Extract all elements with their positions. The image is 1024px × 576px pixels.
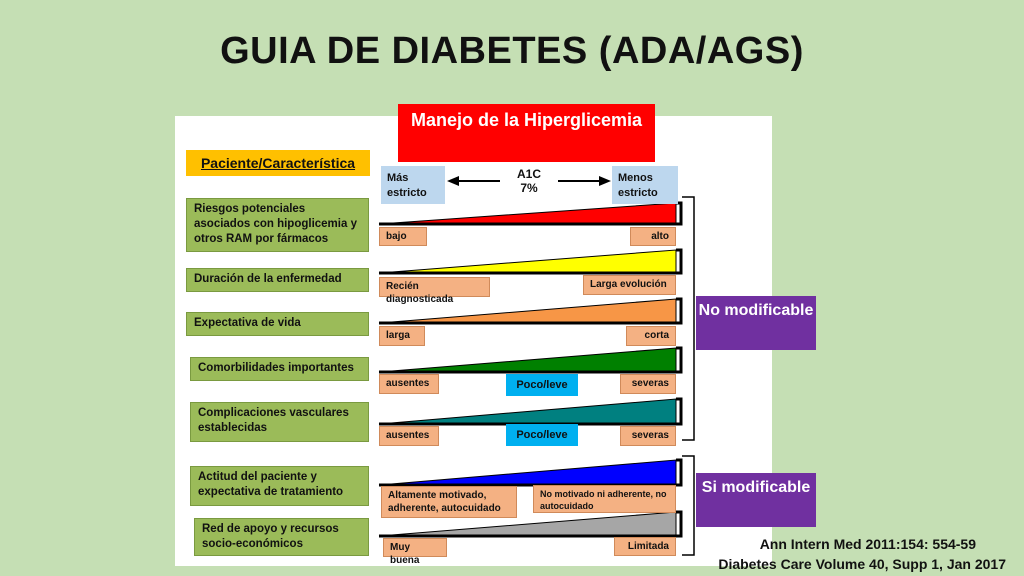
wedge-row-1 [379, 203, 681, 224]
wedge-row-2 [379, 250, 681, 273]
characteristic-row-5: Complicaciones vasculares establecidas [190, 402, 369, 442]
row-1-left-label: bajo [379, 227, 427, 246]
reference-1: Ann Intern Med 2011:154: 554-59 [759, 536, 976, 552]
row-4-middle-label: Poco/leve [506, 374, 578, 396]
row-4-left-label: ausentes [379, 374, 439, 394]
wedge-green [379, 348, 676, 372]
row-5-right-label: severas [620, 426, 676, 446]
row-3-left-label: larga [379, 326, 425, 346]
no-modificable-badge: No modificable [696, 296, 816, 350]
row-4-right-label: severas [620, 374, 676, 394]
characteristic-column-header: Paciente/Característica [186, 150, 370, 176]
si-modificable-badge: Si modificable [696, 473, 816, 527]
wedge-blue [379, 460, 676, 485]
page-title: GUIA DE DIABETES (ADA/AGS) [220, 30, 804, 72]
row-5-middle-label: Poco/leve [506, 424, 578, 446]
wedge-teal [379, 399, 676, 424]
a1c-value: 7% [520, 181, 538, 195]
characteristic-row-1: Riesgos potenciales asociados con hipoglicemia y otros RAM por fármacos [186, 198, 369, 252]
a1c-target [500, 167, 558, 195]
wedge-row-6 [379, 460, 681, 485]
characteristic-row-4: Comorbilidades importantes [190, 357, 369, 381]
row-7-right-label: Limitada [614, 537, 676, 556]
wedge-red [379, 203, 676, 224]
row-6-right-label: No motivado ni adherente, no autocuidado [533, 485, 676, 513]
row-2-right-label: Larga evolución [583, 275, 676, 295]
characteristic-row-3: Expectativa de vida [186, 312, 369, 336]
row-3-right-label: corta [626, 326, 676, 346]
characteristic-row-2: Duración de la enfermedad [186, 268, 369, 292]
wedge-row-4 [379, 348, 681, 372]
row-5-left-label: ausentes [379, 426, 439, 446]
a1c-label: A1C [516, 167, 541, 181]
bracket-no-modificable [682, 197, 694, 440]
hyperglycemia-header: Manejo de la Hiperglicemia [398, 104, 655, 162]
row-7-left-label: Muy buena [383, 538, 447, 557]
characteristic-row-6: Actitud del paciente y expectativa de tratamiento [190, 466, 369, 506]
scale-right-label: Menos estricto [612, 166, 678, 204]
row-6-left-label: Altamente motivado, adherente, autocuidado [381, 486, 517, 518]
row-2-left-label: Recién diagnosticada [379, 277, 490, 297]
characteristic-row-7: Red de apoyo y recursos socio-económicos [194, 518, 369, 556]
bracket-si-modificable [682, 456, 694, 555]
wedge-yellow [379, 250, 676, 273]
wedge-row-5 [379, 399, 681, 424]
reference-2: Diabetes Care Volume 40, Supp 1, Jan 2017 [718, 556, 1006, 572]
row-1-right-label: alto [630, 227, 676, 246]
scale-left-label: Más estricto [381, 166, 445, 204]
